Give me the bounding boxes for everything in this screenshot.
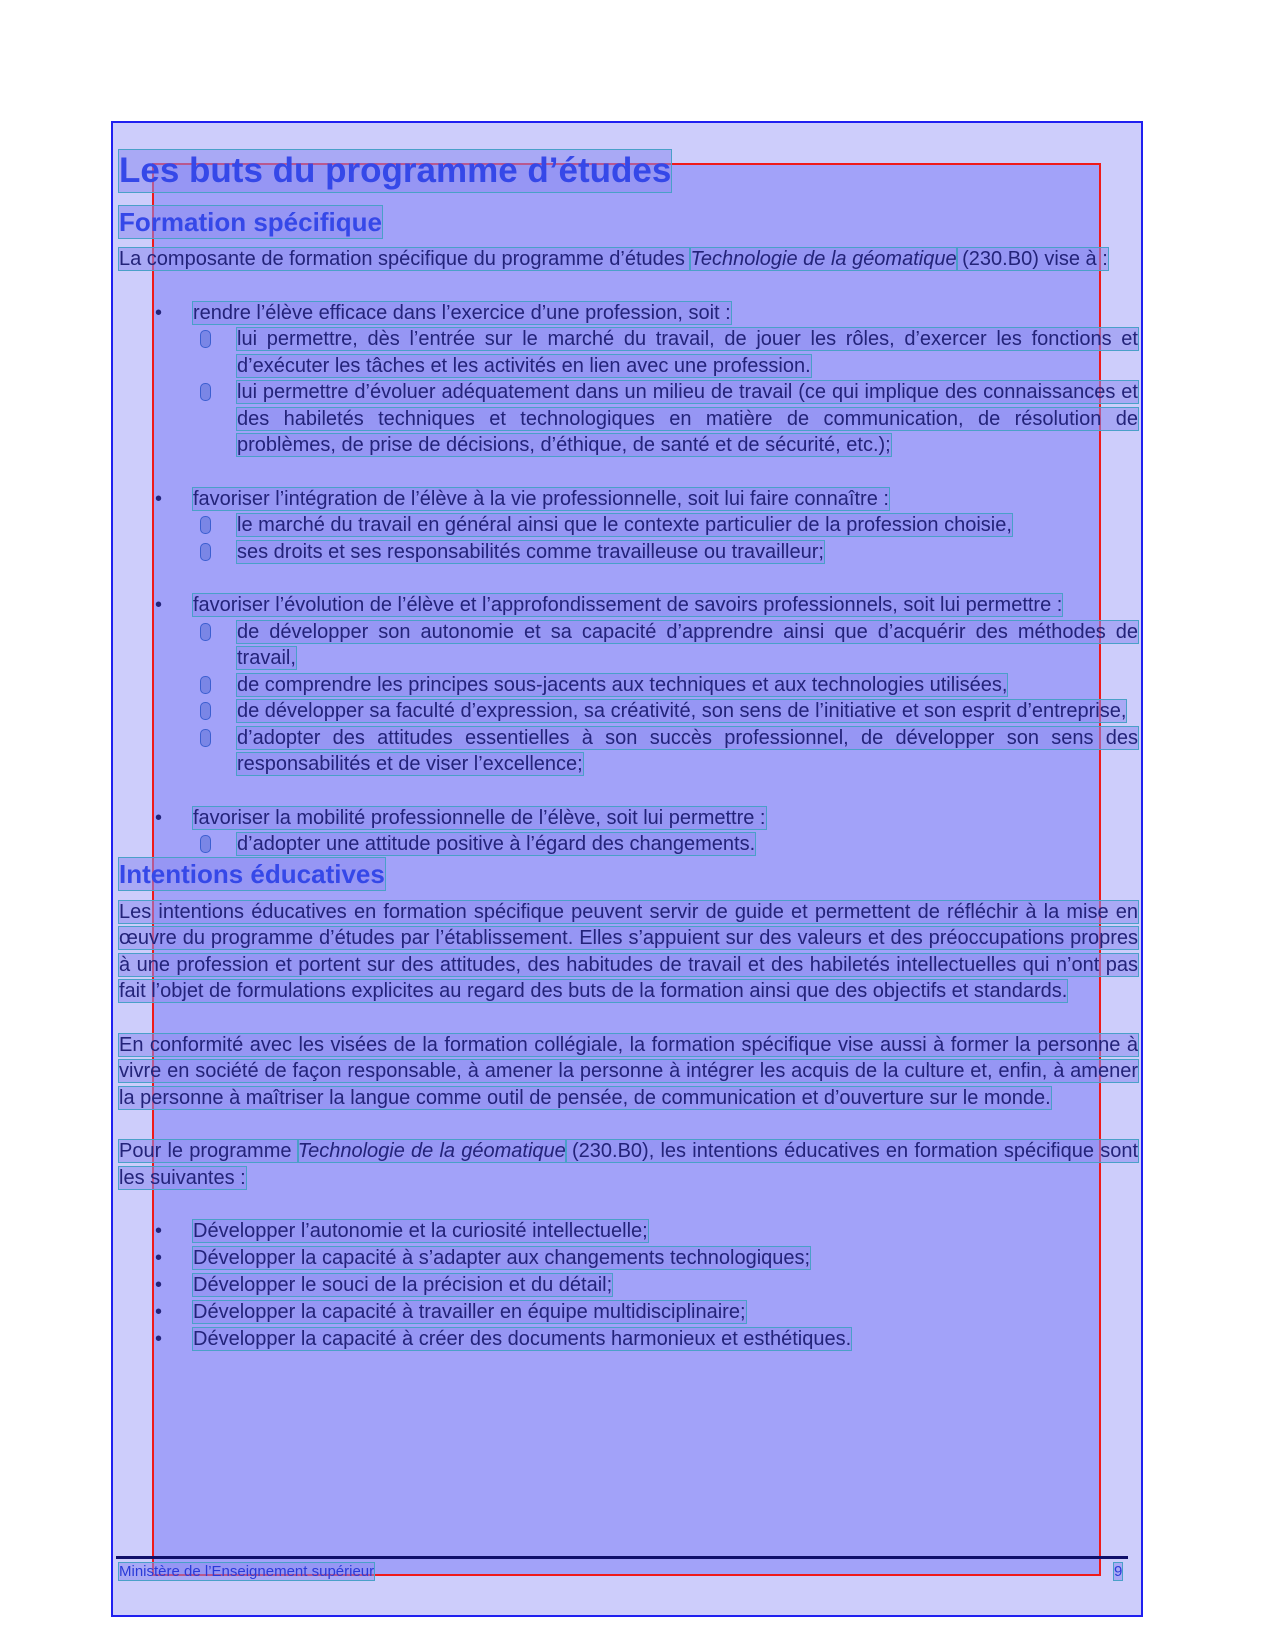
section-heading-intentions: Intentions éducatives xyxy=(119,858,385,889)
circle-bullet-icon xyxy=(200,543,211,561)
goal-subitem-text: lui permettre d’évoluer adéquatement dans un milieu de travail (ce qui implique des connaissances et des habiletés techniques et technologiques en matière de communication, de résolution de problèmes, de prise de décisions, d’éthique, de santé et de sécurité, etc.); xyxy=(237,381,1138,456)
goal-subitem xyxy=(119,698,1138,725)
bullet-icon: • xyxy=(155,1328,163,1350)
intention-item xyxy=(119,1326,1138,1353)
footer-ministry: Ministère de l’Enseignement supérieur xyxy=(119,1563,375,1580)
goal-text: rendre l’élève efficace dans l’exercice d’une profession, soit : xyxy=(193,301,731,324)
circle-bullet-icon xyxy=(200,729,211,747)
goal-item xyxy=(119,805,1138,832)
bullet-icon: • xyxy=(155,1220,163,1242)
circle-bullet-icon xyxy=(200,835,211,853)
bullet-icon: • xyxy=(155,594,163,616)
intentions-paragraph-3: Pour le programme Technologie de la géomatique (230.B0), les intentions éducatives en formation spécifique sont les suivantes : xyxy=(119,1140,1138,1189)
intentions-paragraph-1: Les intentions éducatives en formation spécifique peuvent servir de guide et permettent de réfléchir à la mise en œuvre du programme d’études par l’établissement. Elles s’appuient sur des valeurs et des préoccupations propres à une profession et portent sur des attitudes, des habitudes de travail et des habiletés intellectuelles qui n’ont pas fait l’objet de formulations explicites au regard des buts de la formation ainsi que des objectifs et standards. xyxy=(119,900,1138,1002)
intention-text: Développer la capacité à travailler en équipe multidisciplinaire; xyxy=(193,1301,746,1323)
goals-list xyxy=(119,300,1138,858)
circle-bullet-icon xyxy=(200,330,211,348)
page-number: 9 xyxy=(1114,1563,1123,1580)
circle-bullet-icon xyxy=(200,676,211,694)
bullet-icon: • xyxy=(155,1301,163,1323)
intention-item xyxy=(119,1299,1138,1326)
circle-bullet-icon xyxy=(200,516,211,534)
goal-item xyxy=(119,592,1138,619)
bullet-icon: • xyxy=(155,806,163,829)
goal-subitem xyxy=(119,619,1138,672)
bullet-icon: • xyxy=(155,1247,163,1269)
intentions-list xyxy=(119,1218,1138,1353)
intention-item xyxy=(119,1245,1138,1272)
goal-text: favoriser l’évolution de l’élève et l’approfondissement de savoirs professionnels, soit lui permettre : xyxy=(193,594,1063,616)
intention-text: Développer le souci de la précision et du détail; xyxy=(193,1274,613,1296)
intention-text: Développer la capacité à s’adapter aux changements technologiques; xyxy=(193,1247,811,1269)
goal-subitem xyxy=(119,725,1138,778)
circle-bullet-icon xyxy=(200,383,211,401)
intention-item xyxy=(119,1272,1138,1299)
circle-bullet-icon xyxy=(200,702,211,720)
page-title: Les buts du programme d’études xyxy=(119,151,672,190)
goal-subitem xyxy=(119,512,1138,539)
goal-item xyxy=(119,486,1138,513)
intention-text: Développer la capacité à créer des documents harmonieux et esthétiques. xyxy=(193,1328,852,1350)
bullet-icon: • xyxy=(155,301,163,324)
section-heading-formation: Formation spécifique xyxy=(119,207,382,237)
goal-subitem-text: d’adopter des attitudes essentielles à son succès professionnel, de développer son sens des responsabilités et de viser l’excellence; xyxy=(237,726,1138,775)
intention-item xyxy=(119,1218,1138,1245)
goal-subitem-text: de développer sa faculté d’expression, sa créativité, son sens de l’initiative et son esprit d’entreprise, xyxy=(237,700,1127,722)
bullet-icon: • xyxy=(155,1274,163,1296)
goal-subitem xyxy=(119,831,1138,858)
goal-subitem-text: d’adopter une attitude positive à l’égard des changements. xyxy=(237,833,756,855)
document-body xyxy=(119,150,1138,1353)
goal-subitem-text: de développer son autonomie et sa capacité d’apprendre ainsi que d’acquérir des méthodes de travail, xyxy=(237,620,1138,669)
goal-subitem-text: le marché du travail en général ainsi que le contexte particulier de la profession choisie, xyxy=(237,514,1012,536)
goal-item xyxy=(119,300,1138,327)
goal-subitem-text: de comprendre les principes sous-jacents aux techniques et aux technologies utilisées, xyxy=(237,673,1008,696)
intro-paragraph: La composante de formation spécifique du programme d’études Technologie de la géomatique (230.B0) vise à : xyxy=(119,248,1108,270)
intentions-paragraph-2: En conformité avec les visées de la formation collégiale, la formation spécifique vise aussi à former la personne à vivre en société de façon responsable, à amener la personne à intégrer les acquis de la culture et, enfin, à amener la personne à maîtriser la langue comme outil de pensée, de communication et d’ouverture sur le monde. xyxy=(119,1033,1138,1109)
goal-subitem-text: lui permettre, dès l’entrée sur le marché du travail, de jouer les rôles, d’exercer les fonctions et d’exécuter les tâches et les activités en lien avec une profession. xyxy=(237,328,1138,377)
goal-subitem xyxy=(119,672,1138,699)
goal-subitem xyxy=(119,539,1138,566)
goal-subitem xyxy=(119,326,1138,379)
goal-text: favoriser l’intégration de l’élève à la vie professionnelle, soit lui faire connaître : xyxy=(193,487,889,510)
bullet-icon: • xyxy=(155,487,163,510)
footer-rule xyxy=(116,1556,1128,1559)
intention-text: Développer l’autonomie et la curiosité intellectuelle; xyxy=(193,1220,648,1242)
goal-subitem xyxy=(119,379,1138,459)
goal-subitem-text: ses droits et ses responsabilités comme travailleuse ou travailleur; xyxy=(237,540,824,563)
goal-text: favoriser la mobilité professionnelle de l’élève, soit lui permettre : xyxy=(193,806,766,829)
circle-bullet-icon xyxy=(200,623,211,641)
